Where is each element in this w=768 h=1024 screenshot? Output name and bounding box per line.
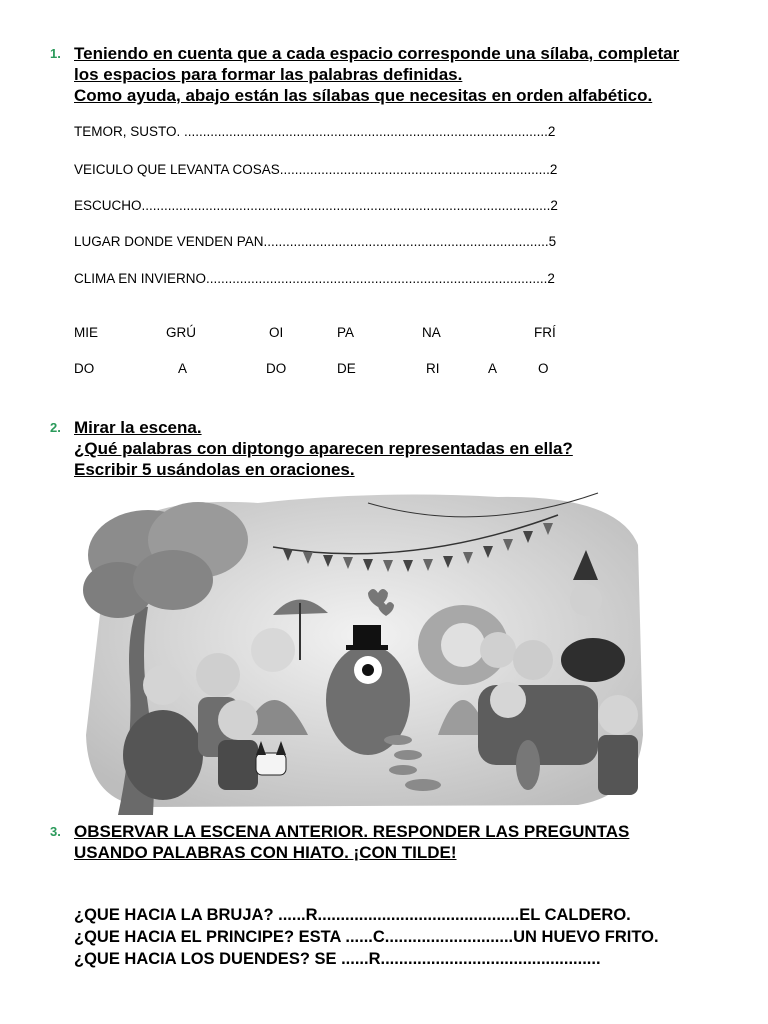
clue-3: ESCUCHO.............................................................................................................2 [74, 198, 558, 213]
syllable: DO [74, 361, 95, 376]
clue-1: TEMOR, SUSTO. .................................................................................................2 [74, 124, 556, 139]
section-1-heading-line-1: Teniendo en cuenta que a cada espacio corresponde una sílaba, completar [74, 44, 680, 63]
section-2-number: 2. [50, 420, 61, 435]
syllable: DO [266, 361, 287, 376]
syllable: A [488, 361, 498, 376]
section-2-heading-line-2: ¿Qué palabras con diptongo aparecen representadas en ella? [74, 439, 573, 458]
syllable: DE [337, 361, 356, 376]
cauldron-icon [561, 638, 625, 682]
syllable: A [178, 361, 188, 376]
syllable: O [538, 361, 549, 376]
syllable: GRÚ [166, 325, 196, 340]
festival-scene-illustration [78, 485, 648, 820]
section-3-number: 3. [50, 824, 61, 839]
section-1-heading-line-2: los espacios para formar las palabras definidas. [74, 65, 463, 84]
syllable: NA [422, 325, 441, 340]
question-1: ¿QUE HACIA LA BRUJA? ......R............................................EL CALDERO. [74, 906, 631, 924]
section-2-heading-line-3: Escribir 5 usándolas en oraciones. [74, 460, 355, 479]
clue-5: CLIMA EN INVIERNO...........................................................................................2 [74, 271, 555, 286]
clue-4: LUGAR DONDE VENDEN PAN............................................................................5 [74, 234, 557, 249]
section-1-heading-line-3: Como ayuda, abajo están las sílabas que necesitas en orden alfabético. [74, 86, 653, 105]
syllable: PA [337, 325, 355, 340]
question-3: ¿QUE HACIA LOS DUENDES? SE ......R................................................ [74, 950, 601, 968]
syllable: MIE [74, 325, 99, 340]
clue-2: VEICULO QUE LEVANTA COSAS........................................................................2 [74, 162, 558, 177]
section-3-heading-line-2: USANDO PALABRAS CON HIATO. ¡CON TILDE! [74, 843, 457, 862]
syllable: OI [269, 325, 284, 340]
syllable: FRÍ [534, 325, 556, 340]
section-3-heading-line-1: OBSERVAR LA ESCENA ANTERIOR. RESPONDER LAS PREGUNTAS [74, 822, 630, 841]
section-1-number: 1. [50, 46, 61, 61]
syllable: RI [426, 361, 440, 376]
question-2: ¿QUE HACIA EL PRINCIPE? ESTA ......C............................UN HUEVO FRITO. [74, 928, 659, 946]
section-2-heading-line-1: Mirar la escena. [74, 418, 202, 437]
